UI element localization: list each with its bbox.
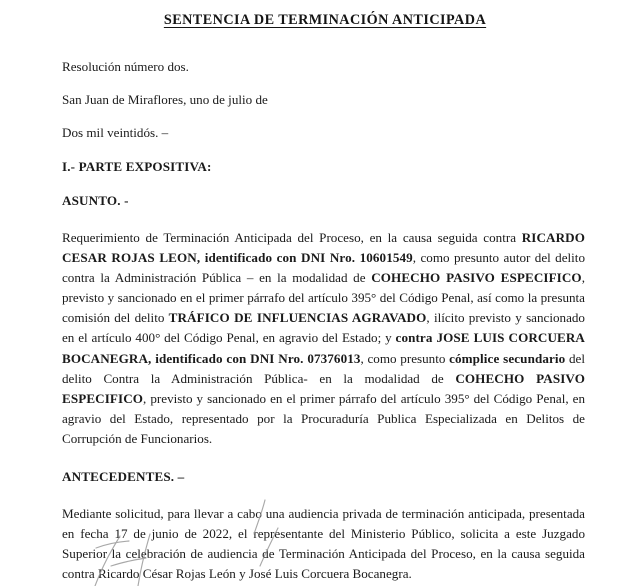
text-run: , previsto y sancionado en el primer párrafo del artículo 395° del Código Penal, en agravio del Estado, representado por la Procuraduría Publica Especializada en Delitos de Corrupción de Funcionarios. <box>62 390 585 446</box>
text-run: Mediante solicitud, para llevar a cabo una audiencia privada de terminación anticipada, presentada en fecha 17 de junio de 2022, el representante del Ministerio Público, solicita a este Juzgado Superior la celebración de audiencia de Terminación Anticipada del Proceso, en la causa seguida contra Ricardo César Rojas León y José Luis Corcuera Bocanegra. <box>62 506 585 582</box>
text-run: , como presunto autor del delito contra la Administración Pública – en la modalidad de <box>62 250 585 286</box>
section-heading-antecedentes: ANTECEDENTES. – <box>62 469 185 485</box>
page-title: SENTENCIA DE TERMINACIÓN ANTICIPADA <box>163 12 487 28</box>
text-run: Requerimiento de Terminación Anticipada del Proceso, en la causa seguida contra <box>62 230 522 245</box>
section-heading-asunto: ASUNTO. - <box>62 193 129 208</box>
emphasis-run: RICARDO CESAR ROJAS LEON, identificado con DNI Nro. 10601549 <box>62 230 585 266</box>
emphasis-run: contra JOSE LUIS CORCUERA BOCANEGRA, identificado con DNI Nro. 07376013 <box>62 330 585 366</box>
document-body <box>62 58 585 584</box>
place-and-date-line: San Juan de Miraflores, uno de julio de <box>62 92 268 107</box>
paragraph-antecedentes <box>62 504 585 584</box>
text-run: , como presunto <box>360 350 450 366</box>
year-line: Dos mil veintidós. – <box>62 125 169 140</box>
emphasis-run: COHECHO PASIVO ESPECIFICO <box>62 370 585 406</box>
paragraph-spacer <box>62 449 585 468</box>
resolution-number-line: Resolución número dos. <box>62 59 189 74</box>
section-heading-parte-expositiva: I.- PARTE EXPOSITIVA: <box>62 159 212 174</box>
emphasis-run: TRÁFICO DE INFLUENCIAS AGRAVADO <box>168 310 427 326</box>
emphasis-run: COHECHO PASIVO ESPECIFICO <box>371 270 582 286</box>
emphasis-run: cómplice secundario <box>449 350 566 366</box>
paragraph-asunto <box>62 228 585 449</box>
text-run: , ilícito previsto y sancionado en el artículo 400° del Código Penal, en agravio del Estado; y <box>62 310 585 346</box>
text-run: del delito Contra la Administración Pública- en la modalidad de <box>62 350 585 386</box>
text-run: , previsto y sancionado en el primer párrafo del artículo 395° del Código Penal, así como la presunta comisión del delito <box>62 270 586 326</box>
